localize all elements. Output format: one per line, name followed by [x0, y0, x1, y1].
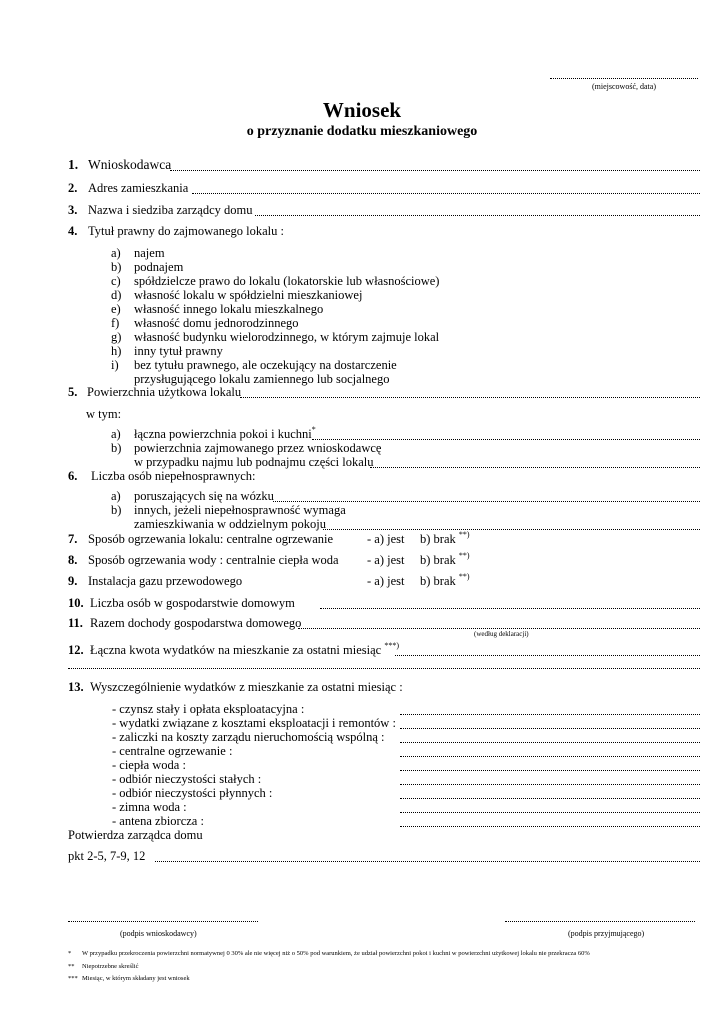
- household-size-field[interactable]: [320, 608, 700, 609]
- expense-field[interactable]: [400, 728, 700, 729]
- title-option-f[interactable]: f) własność domu jednorodzinnego: [111, 316, 299, 330]
- title-option-a[interactable]: a) najem: [111, 246, 165, 260]
- applicant-signature-line[interactable]: [68, 921, 258, 922]
- item-label: Sposób ogrzewania wody : centralnie ciepła woda: [88, 553, 339, 567]
- gas-brak-option[interactable]: b) brak **): [420, 572, 470, 588]
- item-number: 6.: [68, 469, 78, 483]
- item-label: Adres zamieszkania: [88, 181, 189, 195]
- usable-area-field[interactable]: [240, 397, 700, 398]
- item-9: [68, 574, 242, 589]
- item-number: 4.: [68, 224, 78, 238]
- item-label: Liczba osób w gospodarstwie domowym: [90, 596, 295, 610]
- item-label: Powierzchnia użytkowa lokalu: [87, 385, 242, 399]
- expense-label: - wydatki związane z kosztami eksploatacji i remontów :: [112, 716, 396, 730]
- item-number: 13.: [68, 680, 84, 694]
- item-number: 9.: [68, 574, 78, 588]
- item-10: [68, 596, 295, 611]
- item-number: 3.: [68, 203, 78, 217]
- w-tym-label: w tym:: [86, 407, 122, 421]
- item-number: 11.: [68, 616, 83, 630]
- manager-confirmation-field[interactable]: [155, 861, 700, 862]
- item-number: 5.: [68, 385, 78, 399]
- title-option-c[interactable]: c) spółdzielcze prawo do lokalu (lokatorskie lub własnościowe): [111, 274, 440, 288]
- item-12: [68, 643, 399, 658]
- wheelchair-count-field[interactable]: [273, 501, 700, 502]
- pkt-label: pkt 2-5, 7-9, 12: [68, 849, 146, 863]
- applicant-field[interactable]: [170, 170, 700, 171]
- hot-water-jest-option[interactable]: - a) jest: [367, 553, 405, 567]
- item-3: [68, 203, 253, 218]
- item-number: 8.: [68, 553, 78, 567]
- item-5: [68, 385, 241, 400]
- title-option-i[interactable]: i) bez tytułu prawnego, ale oczekujący na dostarczenie: [111, 358, 397, 372]
- place-date-line[interactable]: [550, 78, 698, 79]
- item-number: 7.: [68, 532, 78, 546]
- title-option-d[interactable]: d) własność lokalu w spółdzielni mieszkaniowej: [111, 288, 363, 302]
- applicant-signature-caption: (podpis wnioskodawcy): [120, 929, 197, 938]
- housing-costs-field-2[interactable]: [68, 668, 700, 669]
- item-7: [68, 532, 333, 547]
- item-11: [68, 616, 301, 631]
- footnote-mark: **): [458, 530, 470, 539]
- item-13: [68, 680, 403, 695]
- household-income-field[interactable]: [298, 628, 700, 629]
- item-label: Łączna kwota wydatków na mieszkanie za ostatni miesiąc: [90, 643, 382, 657]
- title-option-g[interactable]: g) własność budynku wielorodzinnego, w którym zajmuje lokal: [111, 330, 440, 344]
- expense-field[interactable]: [400, 798, 700, 799]
- expense-field[interactable]: [400, 714, 700, 715]
- item-4: [68, 224, 284, 239]
- receiver-signature-line[interactable]: [505, 921, 695, 922]
- page-subtitle: o przyznanie dodatku mieszkaniowego: [246, 124, 478, 139]
- address-field[interactable]: [192, 193, 700, 194]
- expense-field[interactable]: [400, 770, 700, 771]
- gas-jest-option[interactable]: - a) jest: [367, 574, 405, 588]
- item-number: 10.: [68, 596, 84, 610]
- area-b: b) powierzchnia zajmowanego przez wnioskodawcę: [111, 441, 382, 455]
- title-option-i-cont: przysługującego lokalu zamiennego lub socjalnego: [134, 372, 390, 386]
- disabled-a: a) poruszających się na wózku: [111, 489, 274, 503]
- footnote-3: *** Miesiąc, w którym składany jest wniosek: [68, 975, 190, 982]
- item-label: Tytuł prawny do zajmowanego lokalu :: [88, 224, 284, 238]
- item-label: Razem dochody gospodarstwa domowego: [90, 616, 302, 630]
- receiver-signature-caption: (podpis przyjmującego): [568, 929, 645, 938]
- disabled-b: b) innych, jeżeli niepełnosprawność wymaga: [111, 503, 346, 517]
- item-label: Sposób ogrzewania lokalu: centralne ogrzewanie: [88, 532, 334, 546]
- expense-field[interactable]: [400, 756, 700, 757]
- item-label: Instalacja gazu przewodowego: [88, 574, 243, 588]
- housing-costs-field[interactable]: [395, 655, 700, 656]
- expense-field[interactable]: [400, 784, 700, 785]
- item-label: Liczba osób niepełnosprawnych:: [91, 469, 256, 483]
- expense-label: - zaliczki na koszty zarządu nieruchomością wspólną :: [112, 730, 385, 744]
- footnote-mark: *: [311, 425, 316, 434]
- area-b-cont: w przypadku najmu lub podnajmu części lokalu: [134, 455, 374, 469]
- area-a: a) łączna powierzchnia pokoi i kuchni*: [111, 425, 316, 441]
- footnote-mark: **): [458, 572, 470, 581]
- footnote-mark: ***): [384, 641, 400, 650]
- item-label: Wyszczególnienie wydatków z mieszkanie za ostatni miesiąc :: [90, 680, 403, 694]
- title-option-h[interactable]: h) inny tytuł prawny: [111, 344, 223, 358]
- footnote-mark: **): [458, 551, 470, 560]
- heating-jest-option[interactable]: - a) jest: [367, 532, 405, 546]
- item-number: 1.: [68, 157, 79, 172]
- disabled-b-cont: zamieszkiwania w oddzielnym pokoju: [134, 517, 326, 531]
- expense-label: - antena zbiorcza :: [112, 814, 204, 828]
- expense-label: - odbiór nieczystości stałych :: [112, 772, 262, 786]
- rooms-kitchen-area-field[interactable]: [312, 439, 700, 440]
- expense-label: - zimna woda :: [112, 800, 187, 814]
- item-label: Wnioskodawca: [88, 157, 172, 172]
- title-option-b[interactable]: b) podnajem: [111, 260, 184, 274]
- item-2: [68, 181, 188, 196]
- item-label: Nazwa i siedziba zarządcy domu: [88, 203, 253, 217]
- hot-water-brak-option[interactable]: b) brak **): [420, 551, 470, 567]
- occupied-area-field[interactable]: [370, 467, 700, 468]
- item-6: [68, 469, 256, 484]
- separate-room-count-field[interactable]: [323, 529, 700, 530]
- item-number: 2.: [68, 181, 78, 195]
- place-date-caption: (miejscowość, data): [592, 82, 656, 91]
- title-option-e[interactable]: e) własność innego lokalu mieszkalnego: [111, 302, 324, 316]
- heating-brak-option[interactable]: b) brak **): [420, 530, 470, 546]
- manager-field[interactable]: [255, 215, 700, 216]
- item-8: [68, 553, 339, 568]
- page-title: Wniosek: [322, 98, 402, 122]
- expense-label: - czynsz stały i opłata eksploatacyjna :: [112, 702, 305, 716]
- footnote-2: ** Niepotrzebne skreślić: [68, 963, 139, 970]
- expense-label: - odbiór nieczystości płynnych :: [112, 786, 273, 800]
- expense-label: - centralne ogrzewanie :: [112, 744, 233, 758]
- expense-field[interactable]: [400, 812, 700, 813]
- expense-field[interactable]: [400, 742, 700, 743]
- item-number: 12.: [68, 643, 84, 657]
- item-1: [68, 157, 171, 173]
- expense-label: - ciepła woda :: [112, 758, 186, 772]
- expense-field[interactable]: [400, 826, 700, 827]
- income-caption: (według deklaracji): [474, 630, 529, 638]
- footnote-1: * W przypadku przekroczenia powierzchni normatywnej 0 30% ale nie więcej niż o 50% pod warunkiem, że udział powierzchni pokoi i kuchni w powierzchni użytkowej lokalu nie przekracza 60%: [68, 950, 590, 957]
- manager-confirmation-label: Potwierdza zarządca domu: [68, 828, 203, 842]
